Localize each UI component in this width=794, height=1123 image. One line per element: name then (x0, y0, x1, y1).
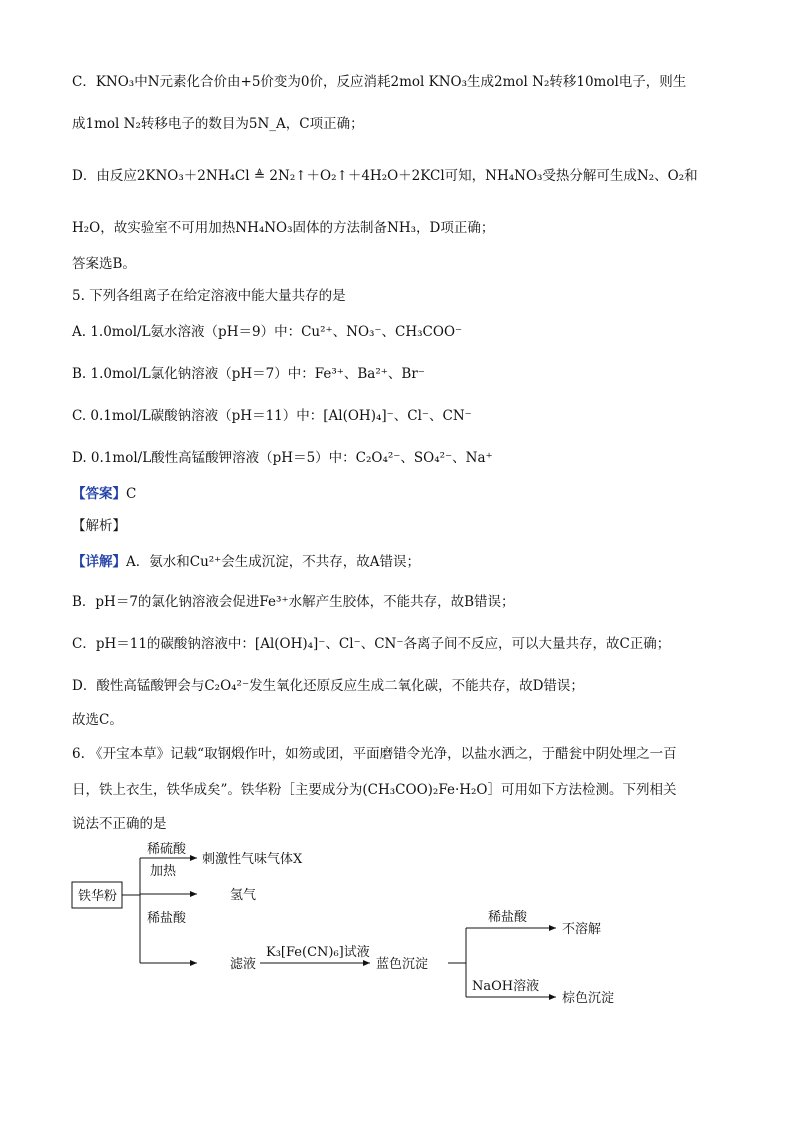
option-d-line2: H₂O，故实验室不可用加热NH₄NO₃固体的方法制备NH₃，D项正确； (72, 220, 495, 236)
explanation-c: C．pH＝11的碳酸钠溶液中：[Al(OH)₄]⁻、Cl⁻、CN⁻各离子间不反应，可以大量共存，故C正确； (72, 636, 671, 652)
q5-option-b: B. 1.0mol/L氯化钠溶液（pH＝7）中：Fe³⁺、Ba²⁺、Br⁻ (72, 366, 425, 382)
q5-option-a: A. 1.0mol/L氨水溶液（pH＝9）中：Cu²⁺、NO₃⁻、CH₃COO⁻ (72, 324, 463, 340)
option-c-line1: C．KNO₃中N元素化合价由+5价变为0价，反应消耗2mol KNO₃生成2mol N₂转移10mol电子，则生 (72, 74, 687, 90)
gas-x-label: 刺激性气味气体X (202, 852, 303, 867)
question-6-line1: 6. 《开宝本草》记载“取钢煅作叶，如笏或团，平面磨错令光净，以盐水洒之，于醋瓮中阴处埋之一百 (72, 746, 677, 762)
start-label: 铁华粉 (78, 889, 118, 904)
explanation-b: B．pH＝7的氯化钠溶液会促进Fe³⁺水解产生胶体，不能共存，故B错误； (72, 594, 515, 610)
reagent-label: K₃[Fe(CN)₆]试液 (266, 945, 370, 960)
filtrate-label: 滤液 (230, 957, 257, 972)
q5-option-c: C. 0.1mol/L碳酸钠溶液（pH＝11）中：[Al(OH)₄]⁻、Cl⁻、CN⁻ (72, 408, 472, 424)
explanation-a-text: A．氨水和Cu²⁺会生成沉淀，不共存，故A错误； (126, 554, 421, 570)
blue-ppt-label: 蓝色沉淀 (376, 957, 429, 972)
answer-q4: 答案选B。 (72, 256, 136, 272)
explanation-tag: 【详解】 (72, 554, 126, 570)
heat-label: 加热 (150, 864, 177, 879)
question-6-line3: 说法不正确的是 (72, 816, 167, 832)
option-c-line2: 成1mol N₂转移电子的数目为5N_A，C项正确； (72, 116, 364, 132)
insoluble-label: 不溶解 (562, 922, 602, 937)
answer-q5: 故选C。 (72, 712, 123, 728)
explanation-d: D．酸性高锰酸钾会与C₂O₄²⁻发生氧化还原反应生成二氧化碳，不能共存，故D错误； (72, 678, 584, 694)
acid3-label: 稀盐酸 (488, 910, 528, 925)
question-6-line2: 日，铁上衣生，铁华成矣”。铁华粉［主要成分为(CH₃COO)₂Fe·H₂O］可用如下方法检测。下列相关 (72, 782, 677, 798)
option-d-line1: D．由反应2KNO₃＋2NH₄Cl ≜ 2N₂↑＋O₂↑＋4H₂O＋2KCl可知，NH₄NO₃受热分解可生成N₂、O₂和 (72, 168, 698, 184)
q5-option-d: D. 0.1mol/L酸性高锰酸钾溶液（pH＝5）中：C₂O₄²⁻、SO₄²⁻、Na⁺ (72, 450, 493, 466)
naoh-label: NaOH溶液 (472, 979, 540, 994)
acid2-label: 稀盐酸 (147, 911, 187, 926)
acid1-label: 稀硫酸 (147, 842, 187, 857)
answer-value: C (126, 486, 137, 502)
brown-ppt-label: 棕色沉淀 (562, 991, 615, 1006)
hydrogen-label: 氢气 (230, 888, 257, 903)
analysis-tag: 【解析】 (72, 518, 126, 534)
question-5-stem: 5. 下列各组离子在给定溶液中能大量共存的是 (72, 288, 346, 304)
answer-tag: 【答案】 (72, 486, 126, 502)
